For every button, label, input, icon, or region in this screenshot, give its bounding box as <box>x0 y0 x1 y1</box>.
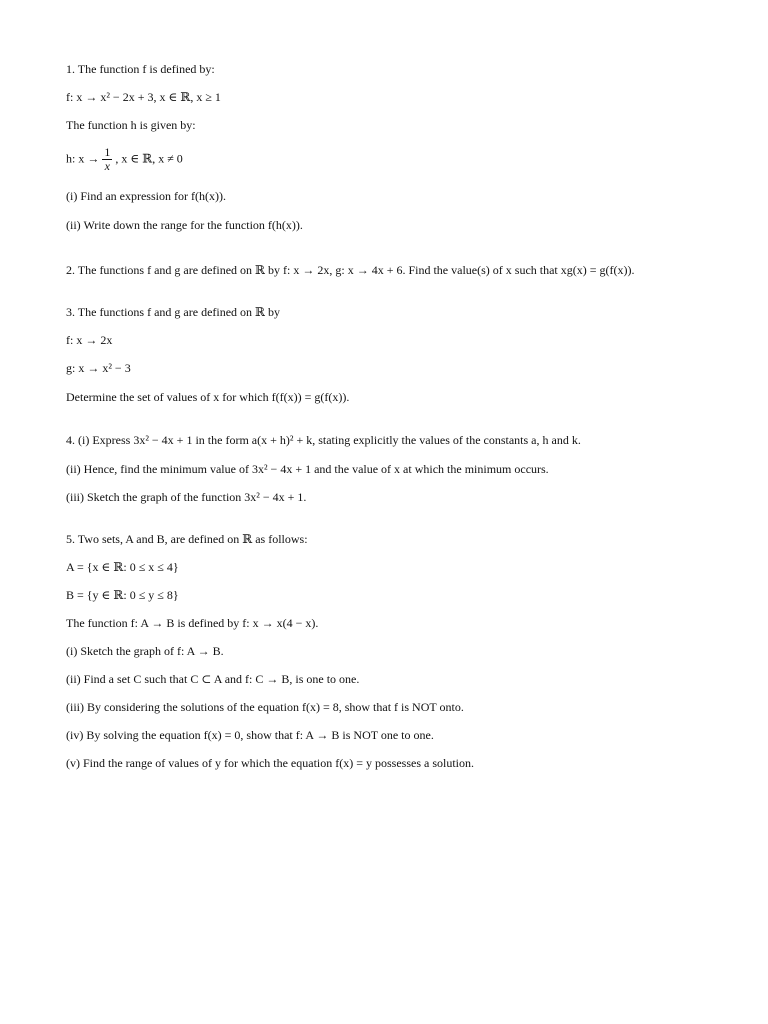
q5-set-b: B = {y ∈ ℝ: 0 ≤ y ≤ 8} <box>66 588 179 602</box>
q5-set-a: A = {x ∈ ℝ: 0 ≤ x ≤ 4} <box>66 560 179 574</box>
q3-f-definition: f: x → 2x <box>66 333 113 347</box>
q5-part-iii: (iii) By considering the solutions of the equation f(x) = 8, show that f is NOT onto. <box>66 700 464 714</box>
q1-h-intro: The function h is given by: <box>66 118 196 132</box>
q1-f-definition: f: x → x² − 2x + 3, x ∈ ℝ, x ≥ 1 <box>66 90 221 104</box>
q1-part-ii: (ii) Write down the range for the function f(h(x)). <box>66 218 303 232</box>
q1-h-suffix: , x ∈ ℝ, x ≠ 0 <box>115 151 183 166</box>
q1-h-fraction <box>102 146 112 173</box>
q1-intro: 1. The function f is defined by: <box>66 62 215 76</box>
q3-g-definition: g: x → x² − 3 <box>66 361 131 375</box>
q1-h-definition <box>66 146 183 173</box>
q5-part-v: (v) Find the range of values of y for which the equation f(x) = y possesses a solution. <box>66 756 475 770</box>
q1-h-prefix: h: x → <box>66 151 100 166</box>
q3-intro: 3. The functions f and g are defined on ℝ by <box>66 305 281 319</box>
q1-h-numerator: 1 <box>104 145 111 159</box>
q5-intro: 5. Two sets, A and B, are defined on ℝ as follows: <box>66 532 308 546</box>
q4-part-iii: (iii) Sketch the graph of the function 3x² − 4x + 1. <box>66 490 307 504</box>
q5-part-i: (i) Sketch the graph of f: A → B. <box>66 644 224 658</box>
q5-part-iv: (iv) By solving the equation f(x) = 0, show that f: A → B is NOT one to one. <box>66 728 434 742</box>
q1-part-i: (i) Find an expression for f(h(x)). <box>66 189 226 203</box>
q1-h-denominator: x <box>104 159 110 173</box>
q4-part-ii: (ii) Hence, find the minimum value of 3x² − 4x + 1 and the value of x at which the minimum occurs. <box>66 462 549 476</box>
q3-task: Determine the set of values of x for which f(f(x)) = g(f(x)). <box>66 390 350 404</box>
q5-part-ii: (ii) Find a set C such that C ⊂ A and f: C → B, is one to one. <box>66 672 360 686</box>
q4-part-i: 4. (i) Express 3x² − 4x + 1 in the form a(x + h)² + k, stating explicitly the values of the constants a, h and k. <box>66 433 581 447</box>
q5-f-definition: The function f: A → B is defined by f: x → x(4 − x). <box>66 616 319 630</box>
q2-text: 2. The functions f and g are defined on ℝ by f: x → 2x, g: x → 4x + 6. Find the value(s) of x such that xg(x) = g(f(x)). <box>66 263 635 277</box>
